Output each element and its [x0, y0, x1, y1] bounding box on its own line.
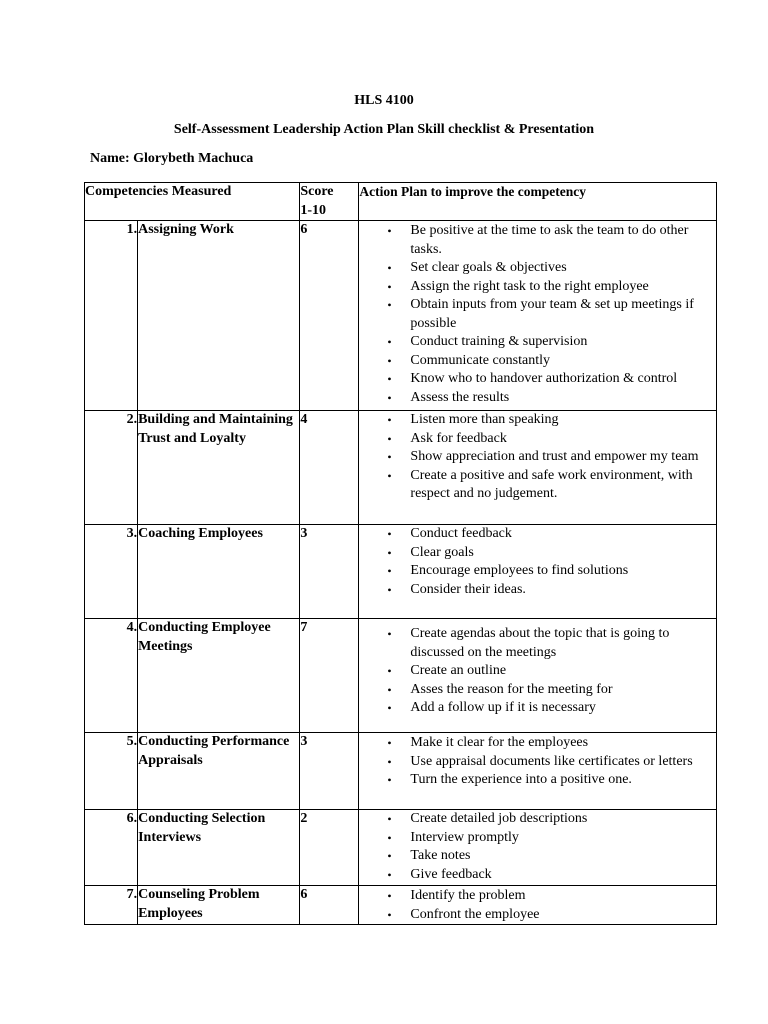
action-text: Create a positive and safe work environment, with respect and no judgement.: [410, 467, 693, 501]
bullet-icon: •: [387, 450, 392, 464]
list-item: [387, 278, 710, 297]
action-text: Communicate constantly: [410, 352, 551, 368]
action-text: Asses the reason for the meeting for: [410, 681, 613, 697]
list-item: [387, 430, 710, 449]
row-number: 4.: [85, 619, 138, 733]
score-value: 2: [300, 810, 359, 886]
bullet-icon: •: [387, 390, 392, 405]
score-value: 6: [300, 886, 359, 925]
bullet-icon: •: [387, 754, 392, 769]
score-value: 6: [300, 221, 359, 411]
table-row: [85, 221, 717, 411]
action-text: Take notes: [410, 848, 471, 863]
action-text: Encourage employees to find solutions: [410, 563, 629, 578]
list-item: [387, 906, 710, 925]
header-score-range: 1-10: [300, 202, 327, 218]
list-item: [387, 544, 710, 563]
competency-table: [84, 182, 717, 925]
list-item: [387, 333, 710, 352]
bullet-icon: •: [387, 907, 392, 922]
table-row: [85, 525, 717, 619]
action-text: Make it clear for the employees: [410, 735, 589, 750]
list-item: [387, 467, 710, 504]
list-item: [387, 625, 710, 662]
bullet-icon: •: [387, 335, 392, 349]
list-item: [387, 389, 710, 408]
list-item: [387, 370, 710, 389]
bullet-icon: •: [387, 736, 392, 750]
bullet-icon: •: [387, 564, 392, 578]
action-plan-cell: [359, 810, 717, 886]
competency-name: Conducting Performance Appraisals: [138, 733, 300, 810]
bullet-icon: •: [387, 431, 392, 446]
action-text: Create agendas about the topic that is going to discussed on the meetings: [410, 626, 670, 660]
row-number: 1.: [85, 221, 138, 411]
list-item: [387, 699, 710, 718]
bullet-icon: •: [387, 413, 392, 427]
action-text: Set clear goals & objectives: [410, 260, 567, 275]
action-text: Conduct training & supervision: [410, 334, 588, 349]
table-row: [85, 810, 717, 886]
list-item: [387, 222, 710, 259]
action-text: Show appreciation and trust and empower my team: [410, 449, 699, 464]
bullet-icon: •: [387, 353, 392, 368]
list-item: [387, 352, 710, 371]
list-item: [387, 681, 710, 700]
course-code: HLS 4100: [354, 93, 414, 108]
action-list: [359, 222, 716, 407]
action-text: Conduct feedback: [410, 526, 512, 541]
competency-name: Conducting Selection Interviews: [138, 810, 300, 886]
table-header-row: [85, 183, 717, 221]
list-item: [387, 581, 710, 600]
action-list: [359, 734, 716, 790]
bullet-icon: •: [387, 867, 392, 882]
action-plan-cell: [359, 619, 717, 733]
bullet-icon: •: [387, 812, 392, 826]
action-list: [359, 887, 716, 924]
document-title: Self-Assessment Leadership Action Plan Skill checklist & Presentation: [173, 122, 595, 137]
row-number: 2.: [85, 411, 138, 525]
bullet-icon: •: [387, 545, 392, 560]
list-item: [387, 866, 710, 885]
bullet-icon: •: [387, 224, 392, 238]
row-number: 7.: [85, 886, 138, 925]
action-plan-cell: [359, 733, 717, 810]
action-plan-cell: [359, 221, 717, 411]
student-name: Name: Glorybeth Machuca: [90, 151, 254, 166]
bullet-icon: •: [387, 468, 392, 483]
list-item: [387, 887, 710, 906]
action-text: Turn the experience into a positive one.: [410, 772, 632, 787]
bullet-icon: •: [387, 627, 392, 641]
action-text: Confront the employee: [410, 906, 540, 922]
action-text: Know who to handover authorization & control: [410, 371, 678, 386]
table-row: [85, 411, 717, 525]
list-item: [387, 296, 710, 333]
action-list: [359, 411, 716, 504]
action-plan-cell: [359, 525, 717, 619]
action-text: Identify the problem: [410, 888, 526, 903]
list-item: [387, 525, 710, 544]
list-item: [387, 562, 710, 581]
table-row: [85, 733, 717, 810]
bullet-icon: •: [387, 830, 392, 845]
bullet-icon: •: [387, 849, 392, 863]
action-text: Assign the right task to the right employee: [410, 278, 649, 294]
bullet-icon: •: [387, 261, 392, 275]
action-text: Clear goals: [410, 544, 474, 560]
list-item: [387, 448, 710, 467]
row-number: 3.: [85, 525, 138, 619]
bullet-icon: •: [387, 372, 392, 386]
bullet-icon: •: [387, 279, 392, 294]
action-text: Listen more than speaking: [410, 412, 559, 427]
list-item: [387, 810, 710, 829]
bullet-icon: •: [387, 298, 392, 312]
list-item: [387, 771, 710, 790]
score-value: 3: [300, 525, 359, 619]
list-item: [387, 753, 710, 772]
row-number: 5.: [85, 733, 138, 810]
action-text: Obtain inputs from your team & set up meetings if possible: [410, 297, 694, 331]
header-score: [300, 183, 359, 221]
table-row: [85, 619, 717, 733]
header-action-plan: Action Plan to improve the competency: [359, 183, 717, 221]
competency-name: Building and Maintaining Trust and Loyalty: [138, 411, 300, 525]
bullet-icon: •: [387, 701, 392, 715]
action-plan-cell: [359, 886, 717, 925]
row-number: 6.: [85, 810, 138, 886]
action-text: Be positive at the time to ask the team to do other tasks.: [410, 223, 689, 257]
list-item: [387, 662, 710, 681]
score-value: 4: [300, 411, 359, 525]
action-text: Create an outline: [410, 663, 507, 678]
list-item: [387, 259, 710, 278]
score-value: 3: [300, 733, 359, 810]
bullet-icon: •: [387, 527, 392, 541]
list-item: [387, 734, 710, 753]
action-text: Interview promptly: [410, 829, 519, 845]
bullet-icon: •: [387, 664, 392, 678]
bullet-icon: •: [387, 889, 392, 903]
competency-name: Counseling Problem Employees: [138, 886, 300, 925]
action-text: Use appraisal documents like certificates or letters: [410, 753, 693, 769]
bullet-icon: •: [387, 682, 392, 697]
action-list: [359, 810, 716, 884]
action-list: [359, 625, 716, 718]
competency-name: Coaching Employees: [138, 525, 300, 619]
table-row: [85, 886, 717, 925]
header-score-label: Score: [300, 184, 334, 199]
competency-name: Conducting Employee Meetings: [138, 619, 300, 733]
action-text: Ask for feedback: [410, 430, 507, 446]
action-text: Consider their ideas.: [410, 581, 526, 597]
action-plan-cell: [359, 411, 717, 525]
action-text: Add a follow up if it is necessary: [410, 700, 596, 715]
header-competencies: Competencies Measured: [85, 183, 300, 221]
list-item: [387, 411, 710, 430]
list-item: [387, 829, 710, 848]
action-text: Assess the results: [410, 389, 510, 405]
list-item: [387, 847, 710, 866]
action-text: Give feedback: [410, 866, 492, 882]
bullet-icon: •: [387, 582, 392, 597]
bullet-icon: •: [387, 773, 392, 787]
score-value: 7: [300, 619, 359, 733]
action-list: [359, 525, 716, 599]
competency-name: Assigning Work: [138, 221, 300, 411]
action-text: Create detailed job descriptions: [410, 811, 588, 826]
